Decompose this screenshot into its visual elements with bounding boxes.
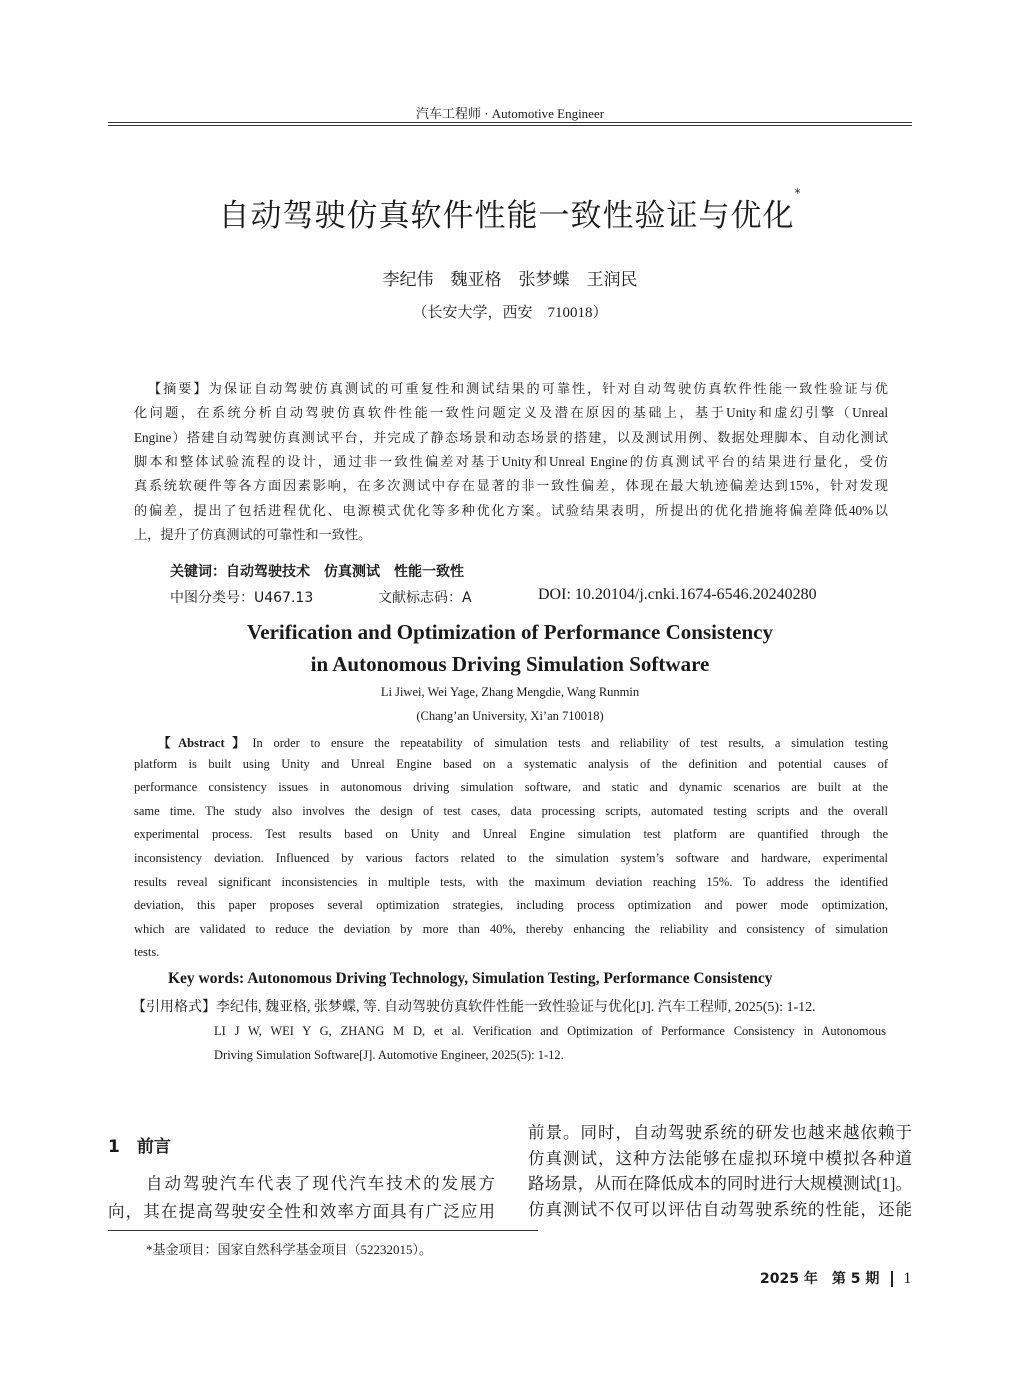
body-line: 仿真测试不仅可以评估自动驾驶系统的性能，还能 [528,1199,912,1219]
abstract-en-line: experimental process. Test results based on Unity and Unreal Engine simulation test platform are quantified through the [134,827,888,842]
running-header: 汽车工程师 · Automotive Engineer [415,106,605,121]
english-affiliation: (Chang’an University, Xi’an 710018) [416,709,604,723]
document-code: 文献标志码：A [378,590,472,606]
abstract-en-line: tests. [134,945,160,960]
title-footnote-mark: * [794,186,802,200]
header-rule [108,122,912,123]
abstract-en-line: which are validated to reduce the deviation by more than 40%, thereby enhancing the reliability and consistency of simulation [134,921,888,936]
abstract-zh-line: 真系统软硬件等各方面因素影响，在多次测试中存在显著的非一致性偏差，体现在最大轨迹偏差达到15%，针对发现 [134,478,888,494]
body-line: 自动驾驶汽车代表了现代汽车技术的发展方 [146,1174,495,1193]
citation-zh [132,996,816,1016]
footer-year: 2025 年 [760,1271,818,1287]
abstract-zh-line: 上，提升了仿真测试的可靠性和一致性。 [134,526,372,542]
keywords-en: Key words: Autonomous Driving Technology, Simulation Testing, Performance Consistency [168,970,773,987]
doi: DOI: 10.20104/j.cnki.1674-6546.20240280 [538,586,817,603]
abstract-en-line: inconsistency deviation. Influenced by various factors related to the simulation system’s software and hardware, experimental [134,851,888,865]
citation-label: 【引用格式】 [132,999,216,1015]
abstract-en-line [158,733,888,751]
abstract-zh-line: 的偏差，提出了包括进程优化、电源模式优化等多种优化方案。试验结果表明，所提出的优化措施将偏差降低40%以 [134,502,888,518]
english-authors: Li Jiwei, Wei Yage, Zhang Mengdie, Wang Runmin [380,685,640,699]
footnote-rule [108,1230,538,1231]
abstract-zh-line: 化问题，在系统分析自动驾驶仿真软件性能一致性问题定义及潜在原因的基础上，基于Unity和虚幻引擎（Unreal [134,405,888,421]
footnote: *基金项目：国家自然科学基金项目（52232015）。 [146,1242,433,1257]
footer-issue: 第 5 期 [831,1271,880,1287]
section-heading: 1 前言 [108,1137,171,1157]
keywords-zh: 关键词：自动驾驶技术 仿真测试 性能一致性 [170,564,464,580]
abstract-en-line: deviation, this paper proposes several optimization strategies, including process optimization and power mode optimization, [134,898,888,913]
citation-en-line: Driving Simulation Software[J]. Automotive Engineer, 2025(5): 1-12. [214,1048,564,1062]
citation-en-line: LI J W, WEI Y G, ZHANG M D, et al. Verification and Optimization of Performance Consistency in Autonomous [214,1024,886,1038]
abstract-en-line: performance consistency issues in autonomous driving simulation software, and static and dynamic scenarios are built at the [134,780,888,795]
header-rule-thin [108,125,912,126]
authors: 李纪伟 魏亚格 张梦蝶 王润民 [382,270,638,289]
abstract-en-line: platform is built using Unity and Unreal Engine based on a systematic analysis of the definition and potential causes of [134,756,888,771]
english-title-line: in Autonomous Driving Simulation Software [310,652,710,676]
abstract-en-text: In order to ensure the repeatability of simulation tests and reliability of test results, a simulation testing [252,736,888,750]
abstract-label: 【Abstract】 [158,736,253,750]
body-line: 路场景，从而在降低成本的同时进行大规模测试[1]。 [528,1174,912,1193]
paper-title [0,186,1020,235]
affiliation: （长安大学，西安 710018） [412,305,608,321]
abstract-zh-line: 脚本和整体试验流程的设计，通过非一致性偏差对基于Unity和Unreal Engine的仿真测试平台的结果进行量化，受仿 [134,453,888,469]
english-title-line: Verification and Optimization of Performance Consistency [247,620,773,644]
abstract-en-line: same time. The study also involves the design of test cases, data processing scripts, automated testing scripts and the overall [134,803,888,818]
body-line: 向，其在提高驾驶安全性和效率方面具有广泛应用 [108,1202,495,1221]
citation-zh-text: 李纪伟, 魏亚格, 张梦蝶, 等. 自动驾驶仿真软件性能一致性验证与优化[J]. 汽车工程师, 2025(5): 1-12. [216,1000,816,1015]
abstract-zh-line: 【摘要】为保证自动驾驶仿真测试的可重复性和测试结果的可靠性，针对自动驾驶仿真软件性能一致性验证与优 [148,381,888,396]
body-line: 仿真测试，这种方法能够在虚拟环境中模拟各种道 [528,1148,912,1168]
abstract-zh-line: Engine）搭建自动驾驶仿真测试平台，并完成了静态场景和动态场景的搭建，以及测试用例、数据处理脚本、自动化测试 [134,429,888,445]
clc-number: 中图分类号：U467.13 [170,590,314,606]
footer-divider [891,1271,893,1287]
body-line: 前景。同时，自动驾驶系统的研发也越来越依赖于 [528,1123,912,1142]
page-footer [760,1268,911,1288]
title-text: 自动驾驶仿真软件性能一致性验证与优化 [218,198,795,234]
abstract-en-line: results reveal significant inconsistencies in multiple tests, with the maximum deviation reaching 15%. To address the identified [134,874,888,889]
page-number: 1 [903,1270,912,1287]
